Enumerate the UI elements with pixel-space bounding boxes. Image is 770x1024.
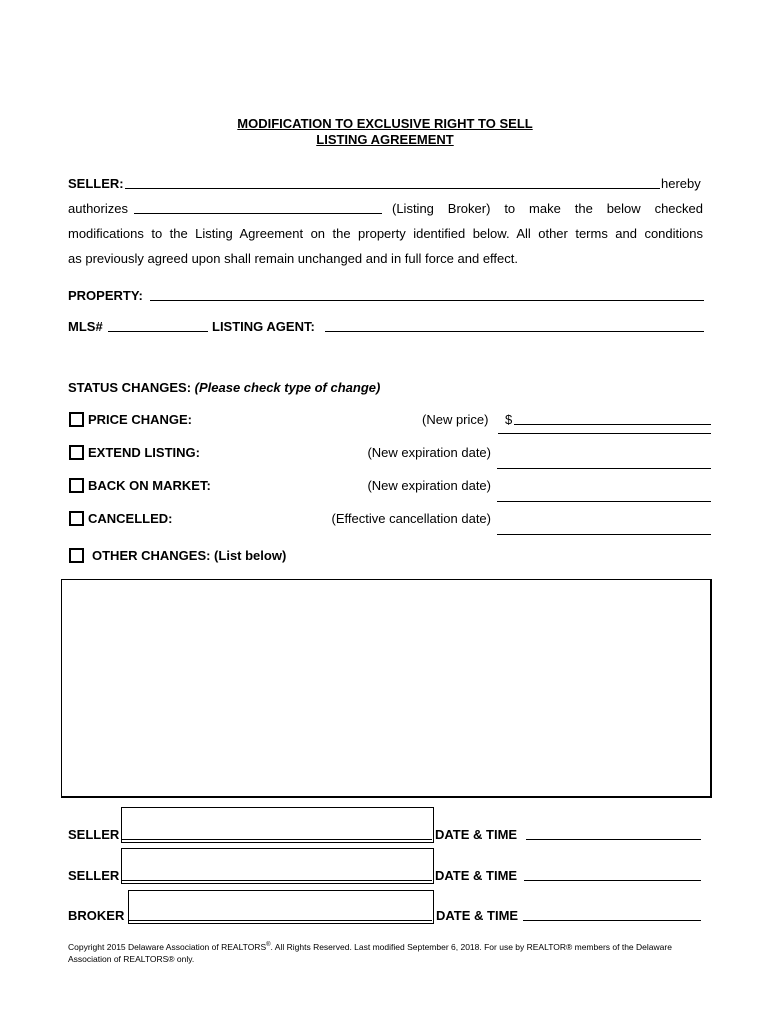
registered-mark: ®: [266, 942, 271, 948]
seller-2-date-label: DATE & TIME: [435, 868, 518, 883]
seller-1-signature-line: [121, 839, 432, 840]
broker-date-label: DATE & TIME: [436, 908, 519, 923]
broker-signature-box[interactable]: [128, 890, 434, 924]
other-changes-textarea[interactable]: [61, 579, 712, 798]
terms-line: modifications to the Listing Agreement on the property identified below. All other terms and conditions: [68, 226, 703, 241]
status-hint: (Please check type of change): [194, 380, 381, 395]
extend-listing-hint: (New expiration date): [367, 445, 491, 460]
seller-2-label: SELLER: [68, 868, 120, 883]
cancelled-hint: (Effective cancellation date): [331, 511, 491, 526]
property-field[interactable]: [150, 300, 704, 301]
cancellation-date-field[interactable]: [497, 534, 711, 535]
mls-label: MLS#: [68, 319, 103, 334]
price-change-hint: (New price): [422, 412, 489, 427]
listing-broker-text: (Listing Broker) to make the below checked: [392, 201, 703, 216]
back-on-market-label: BACK ON MARKET:: [88, 478, 211, 493]
seller-name-field[interactable]: [125, 188, 660, 189]
seller-1-signature-box[interactable]: [121, 807, 434, 843]
cancelled-checkbox[interactable]: [69, 511, 84, 526]
authorizes-text: authorizes: [68, 201, 128, 216]
back-on-market-date-field[interactable]: [497, 501, 711, 502]
copyright-footer: [68, 939, 708, 965]
price-underline-extra: [498, 433, 711, 434]
listing-agent-field[interactable]: [325, 331, 704, 332]
property-label: PROPERTY:: [68, 288, 143, 303]
hereby-text: hereby: [661, 176, 701, 191]
new-price-field[interactable]: [514, 424, 711, 425]
broker-signature-line: [128, 920, 432, 921]
extend-listing-label: EXTEND LISTING:: [88, 445, 200, 460]
footer-line-1a: Copyright 2015 Delaware Association of REALTORS: [68, 941, 267, 952]
broker-date-field[interactable]: [523, 920, 701, 921]
listing-agent-label: LISTING AGENT:: [212, 319, 315, 334]
broker-label: BROKER: [68, 908, 125, 923]
seller-1-date-field[interactable]: [526, 839, 701, 840]
mls-field[interactable]: [108, 331, 208, 332]
seller-1-date-label: DATE & TIME: [435, 827, 518, 842]
extend-expiration-field[interactable]: [497, 468, 711, 469]
status-heading-text: STATUS CHANGES:: [68, 380, 192, 395]
seller-2-date-field[interactable]: [524, 880, 701, 881]
price-change-checkbox[interactable]: [69, 412, 84, 427]
back-on-market-hint: (New expiration date): [367, 478, 491, 493]
seller-2-signature-line: [121, 880, 432, 881]
other-changes-checkbox[interactable]: [69, 548, 84, 563]
seller-label: SELLER:: [68, 176, 124, 191]
title-line-2: LISTING AGREEMENT: [316, 132, 454, 147]
price-change-label: PRICE CHANGE:: [88, 412, 193, 427]
title-line-1: MODIFICATION TO EXCLUSIVE RIGHT TO SELL: [237, 116, 533, 131]
extend-listing-checkbox[interactable]: [69, 445, 84, 460]
status-heading: [68, 380, 380, 395]
seller-1-label: SELLER: [68, 827, 120, 842]
seller-2-signature-box[interactable]: [121, 848, 434, 884]
cancelled-label: CANCELLED:: [88, 511, 173, 526]
dollar-sign: $: [505, 412, 513, 427]
back-on-market-checkbox[interactable]: [69, 478, 84, 493]
other-changes-label: OTHER CHANGES: (List below): [92, 548, 287, 563]
terms-line-2: as previously agreed upon shall remain unchanged and in full force and effect.: [68, 251, 518, 266]
listing-broker-field[interactable]: [134, 213, 382, 214]
footer-line-1b: . All Rights Reserved. Last modified September 6, 2018. For use by REALTOR® members of the Delaware: [270, 941, 672, 952]
footer-line-2: Association of REALTORS® only.: [68, 953, 195, 964]
